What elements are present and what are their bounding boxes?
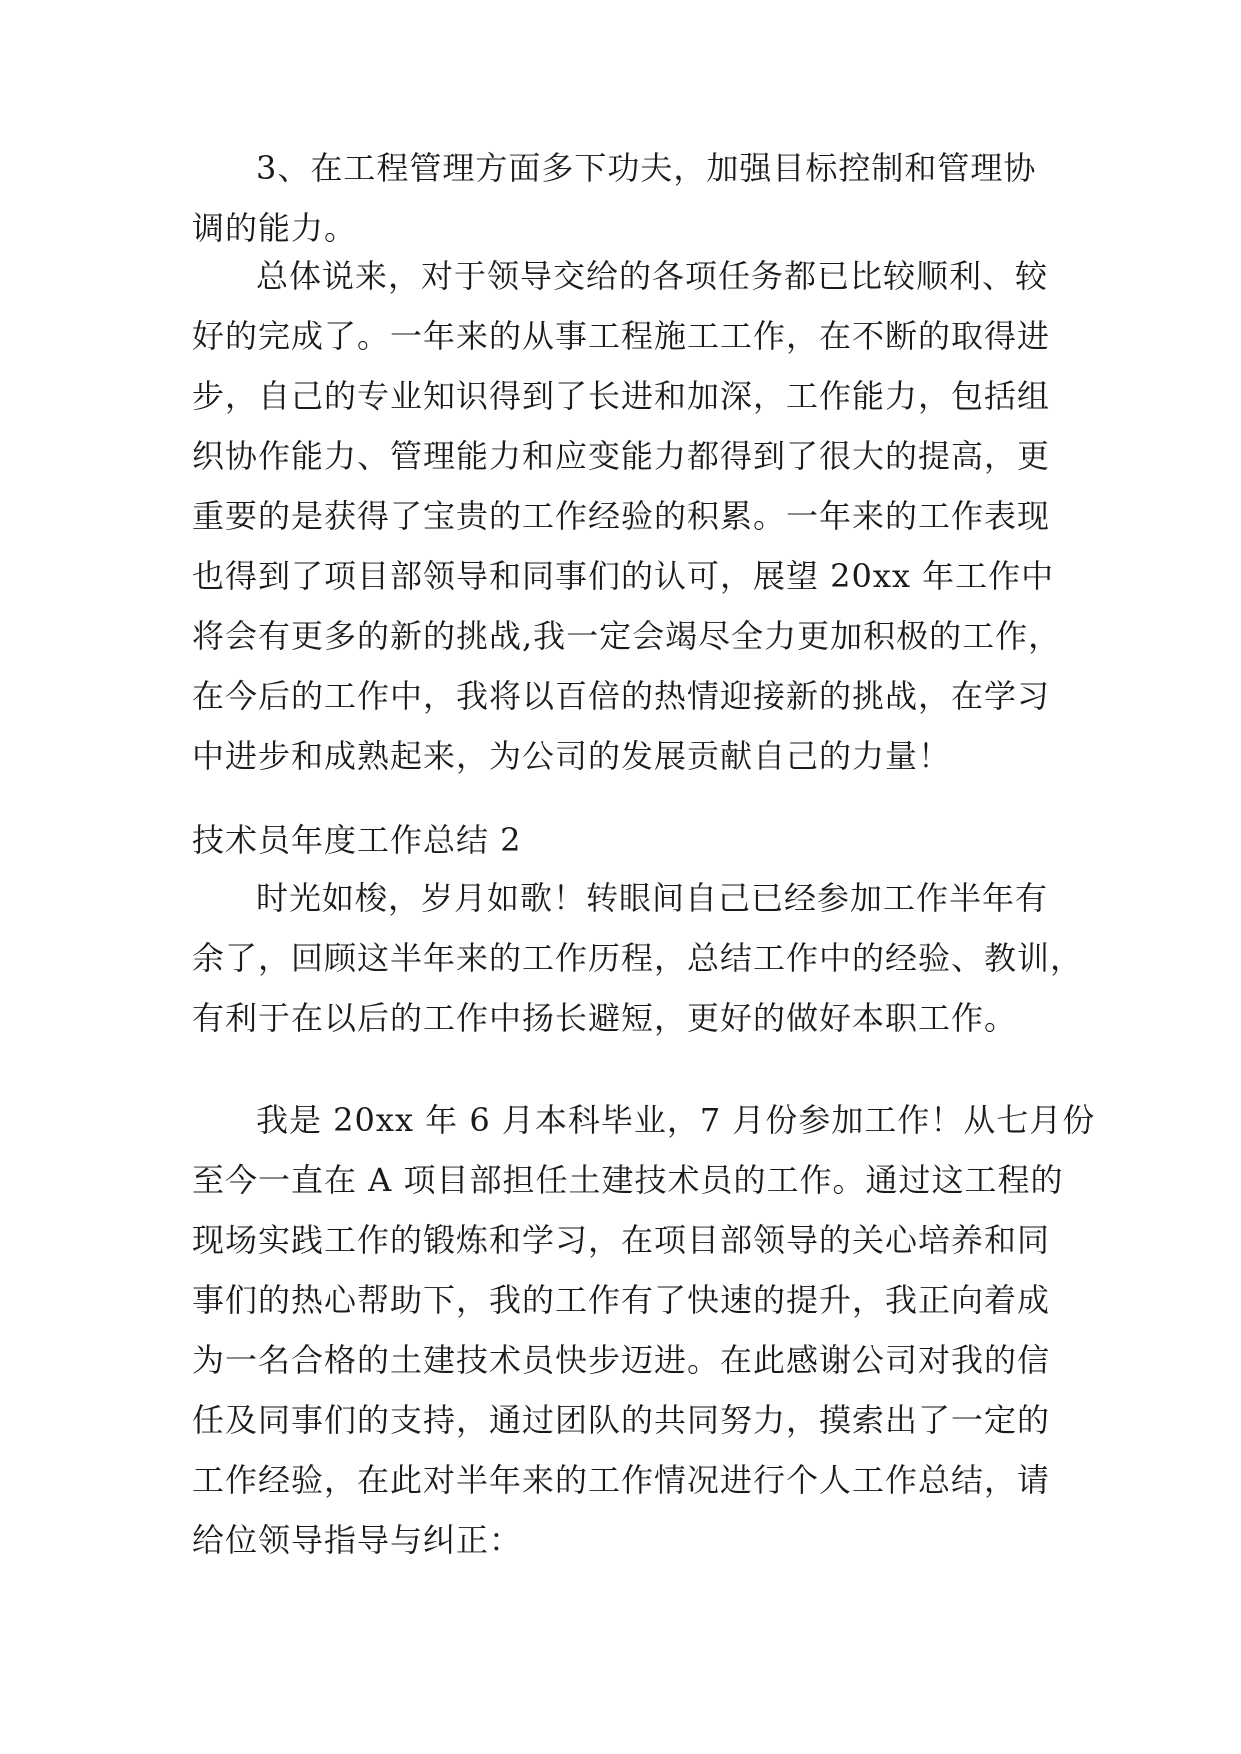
text-line: 至今一直在 A 项目部担任土建技术员的工作。通过这工程的 (192, 1161, 1064, 1199)
text-line: 3、在工程管理方面多下功夫，加强目标控制和管理协 (256, 149, 1037, 187)
text-line: 调的能力。 (192, 209, 358, 247)
text-line: 为一名合格的土建技术员快步迈进。在此感谢公司对我的信 (192, 1341, 1051, 1379)
paragraph-personal-background (192, 1090, 1096, 1570)
text-line: 有利于在以后的工作中扬长避短，更好的做好本职工作。 (192, 999, 1018, 1037)
text-line: 步，自己的专业知识得到了长进和加深，工作能力，包括组 (192, 377, 1051, 415)
text-line: 现场实践工作的锻炼和学习，在项目部领导的关心培养和同 (192, 1221, 1051, 1259)
section-title: 技术员年度工作总结 2 (192, 821, 522, 859)
text-line: 总体说来，对于领导交给的各项任务都已比较顺利、较 (256, 257, 1049, 295)
text-line: 将会有更多的新的挑战,我一定会竭尽全力更加积极的工作， (192, 617, 1062, 655)
text-line: 织协作能力、管理能力和应变能力都得到了很大的提高，更 (192, 437, 1051, 475)
paragraph-overall-summary (192, 246, 1062, 786)
text-line: 在今后的工作中，我将以百倍的热情迎接新的挑战，在学习 (192, 677, 1051, 715)
paragraph-reflection (192, 868, 1084, 1048)
text-line: 好的完成了。一年来的从事工程施工工作，在不断的取得进 (192, 317, 1051, 355)
text-line: 余了，回顾这半年来的工作历程，总结工作中的经验、教训， (192, 939, 1084, 977)
text-line: 重要的是获得了宝贵的工作经验的积累。一年来的工作表现 (192, 497, 1051, 535)
text-line: 时光如梭，岁月如歌！转眼间自己已经参加工作半年有 (256, 879, 1049, 917)
text-line: 事们的热心帮助下，我的工作有了快速的提升，我正向着成 (192, 1281, 1051, 1319)
text-line: 工作经验，在此对半年来的工作情况进行个人工作总结，请 (192, 1461, 1051, 1499)
text-line: 给位领导指导与纠正： (192, 1521, 523, 1559)
paragraph-engineering-management (192, 138, 1052, 258)
text-line: 中进步和成熟起来，为公司的发展贡献自己的力量！ (192, 737, 952, 775)
text-line: 也得到了项目部领导和同事们的认可，展望 20xx 年工作中 (192, 557, 1055, 595)
text-line: 任及同事们的支持，通过团队的共同努力，摸索出了一定的 (192, 1401, 1051, 1439)
text-line: 我是 20xx 年 6 月本科毕业，7 月份参加工作！从七月份 (256, 1101, 1096, 1139)
